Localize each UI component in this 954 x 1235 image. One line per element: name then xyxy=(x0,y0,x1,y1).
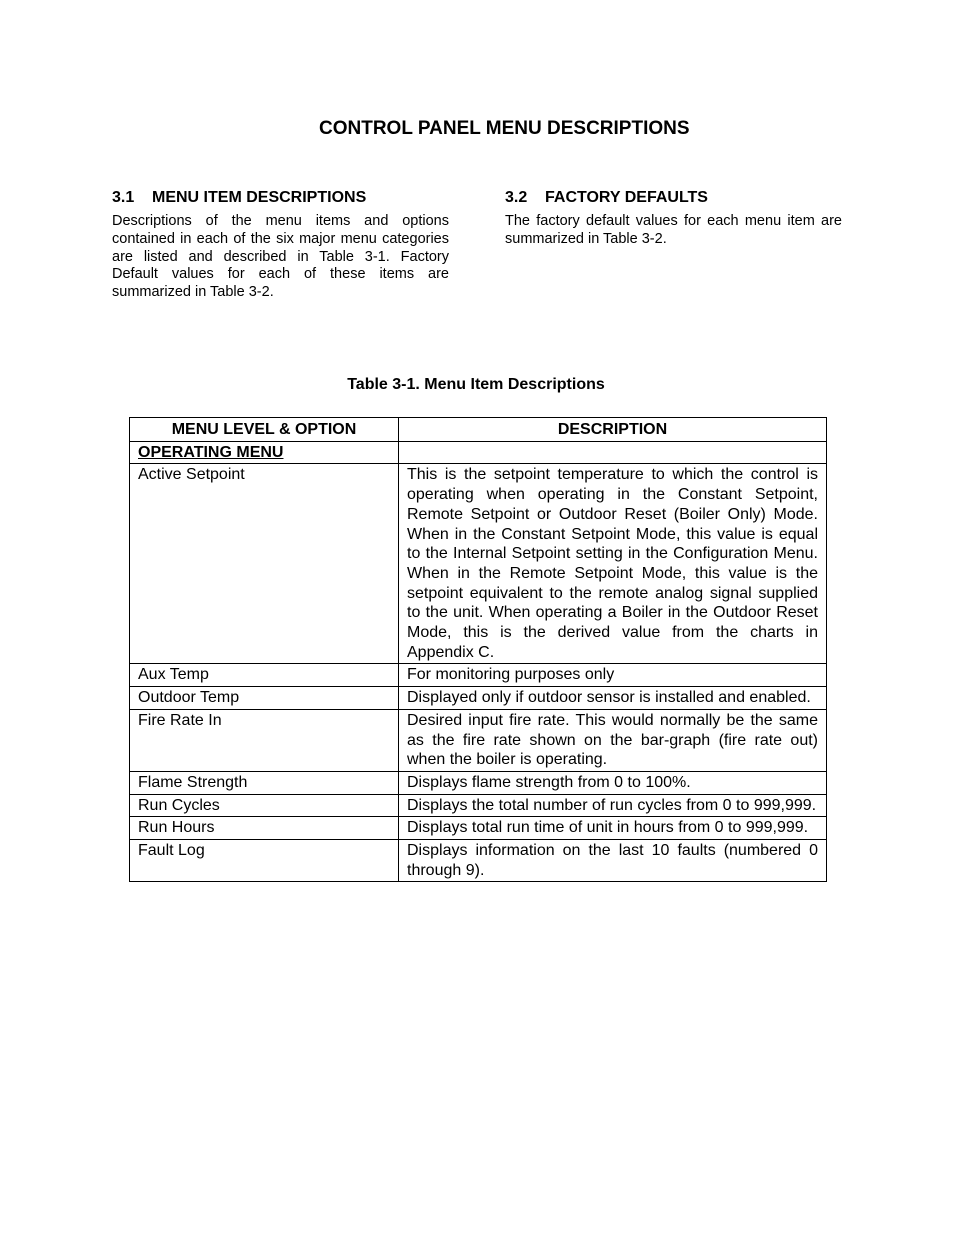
section-heading xyxy=(505,189,842,207)
description-cell: For monitoring purposes only xyxy=(399,664,827,687)
group-empty-cell xyxy=(399,441,827,464)
option-cell: Outdoor Temp xyxy=(130,687,399,710)
section-body: Descriptions of the menu items and options contained in each of the six major menu categories are listed and described in Table 3-1. Factory Default values for each of these items are summarized in Table 3-2. xyxy=(112,213,449,301)
description-cell: Displays the total number of run cycles from 0 to 999,999. xyxy=(399,794,827,817)
description-cell: Displays information on the last 10 faults (numbered 0 through 9). xyxy=(399,840,827,882)
section-title: MENU ITEM DESCRIPTIONS xyxy=(152,189,367,206)
table-row xyxy=(130,840,827,882)
description-cell: This is the setpoint temperature to which the control is operating when operating in the Constant Setpoint, Remote Setpoint or Outdoor Reset (Boiler Only) Mode. When in the Constant Setpoint Mode, this value is equal to the Internal Setpoint setting in the Configuration Menu. When in the Remote Setpoint Mode, this value is the setpoint equivalent to the remote analog signal supplied to the unit. When operating a Boiler in the Outdoor Reset Mode, this is the derived value from the charts in Appendix C. xyxy=(399,464,827,664)
table-row xyxy=(130,464,827,664)
description-cell: Displays flame strength from 0 to 100%. xyxy=(399,771,827,794)
menu-descriptions-table xyxy=(129,417,827,882)
section-heading xyxy=(112,189,449,207)
section-number: 3.2 xyxy=(505,189,528,206)
group-label-operating-menu: OPERATING MENU xyxy=(130,441,399,464)
table-row xyxy=(130,664,827,687)
option-cell: Flame Strength xyxy=(130,771,399,794)
section-menu-item-descriptions xyxy=(112,189,449,302)
section-body: The factory default values for each menu item are summarized in Table 3-2. xyxy=(505,213,842,247)
column-header-menu-level: MENU LEVEL & OPTION xyxy=(130,418,399,442)
option-cell: Fault Log xyxy=(130,840,399,882)
option-cell: Fire Rate In xyxy=(130,709,399,771)
table-caption-text: Table 3-1. Menu Item Descriptions xyxy=(347,376,605,393)
table-group-row xyxy=(130,441,827,464)
table-header-row xyxy=(130,418,827,442)
table-row xyxy=(130,709,827,771)
description-cell: Displayed only if outdoor sensor is installed and enabled. xyxy=(399,687,827,710)
option-cell: Aux Temp xyxy=(130,664,399,687)
option-cell: Active Setpoint xyxy=(130,464,399,664)
option-cell: Run Hours xyxy=(130,817,399,840)
page-title: CONTROL PANEL MENU DESCRIPTIONS xyxy=(319,118,690,139)
description-cell: Displays total run time of unit in hours from 0 to 999,999. xyxy=(399,817,827,840)
section-title: FACTORY DEFAULTS xyxy=(545,189,708,206)
table-row xyxy=(130,817,827,840)
option-cell: Run Cycles xyxy=(130,794,399,817)
table-row xyxy=(130,794,827,817)
table-row xyxy=(130,687,827,710)
description-cell: Desired input fire rate. This would normally be the same as the fire rate shown on the bar-graph (fire rate out) when the boiler is operating. xyxy=(399,709,827,771)
table-caption xyxy=(0,376,954,394)
section-factory-defaults xyxy=(505,189,842,249)
table-row xyxy=(130,771,827,794)
section-number: 3.1 xyxy=(112,189,135,206)
column-header-description: DESCRIPTION xyxy=(399,418,827,442)
